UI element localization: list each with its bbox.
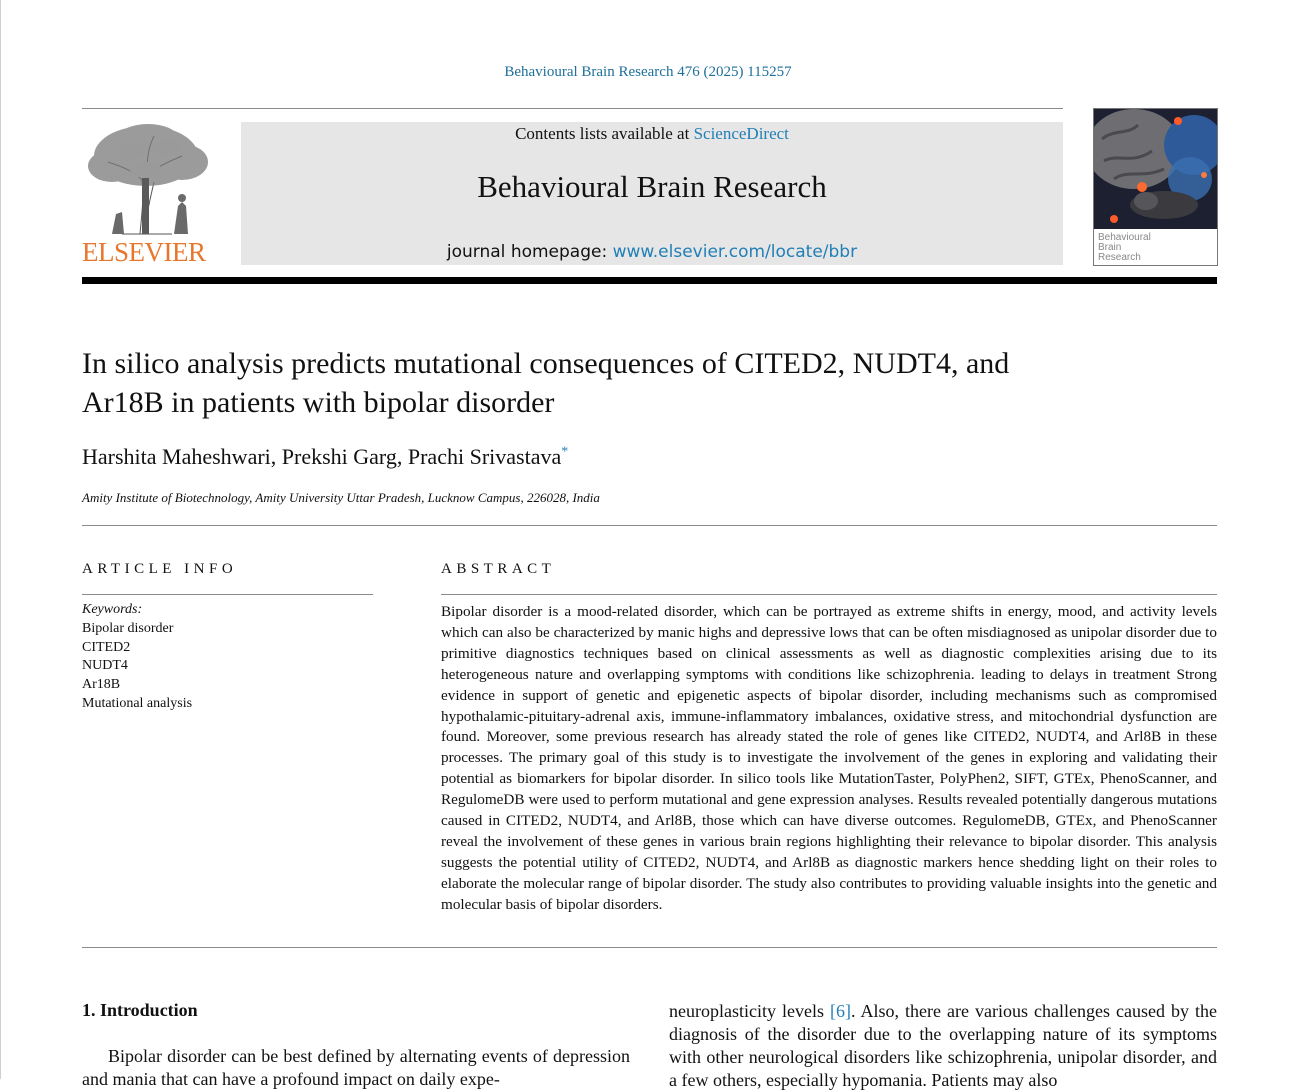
author-separator: ,	[270, 444, 282, 469]
homepage-prefix: journal homepage:	[446, 242, 613, 262]
keyword-item: Ar18B	[82, 677, 121, 693]
article-info-rule	[82, 594, 373, 595]
cover-title	[1098, 233, 1151, 263]
keyword-item: NUDT4	[82, 658, 128, 674]
keyword-item: CITED2	[82, 639, 131, 655]
right-text-start: neuroplasticity levels	[669, 1001, 830, 1021]
keywords-label: Keywords:	[82, 602, 143, 617]
cover-line: Brain	[1098, 242, 1122, 253]
homepage-link[interactable]: www.elsevier.com/locate/bbr	[612, 242, 858, 262]
author-name[interactable]: Harshita Maheshwari	[82, 444, 271, 469]
reference-link[interactable]: [6]	[830, 1001, 851, 1021]
journal-banner	[241, 122, 1063, 265]
corresponding-author-mark[interactable]: *	[561, 444, 569, 460]
header-rule	[82, 108, 1063, 109]
sciencedirect-link[interactable]: ScienceDirect	[693, 124, 789, 143]
section-heading-introduction: 1. Introduction	[82, 1000, 198, 1020]
brain-cover-icon	[1094, 109, 1217, 229]
article-title: In silico analysis predicts mutational consequences of CITED2, NUDT4, and Ar18B in patients with bipolar disorder	[82, 347, 1010, 419]
author-name[interactable]: Prekshi Garg	[281, 444, 397, 469]
author-list	[82, 444, 568, 470]
journal-cover[interactable]	[1093, 108, 1218, 266]
author-separator: ,	[396, 444, 408, 469]
abstract-rule	[441, 594, 1217, 595]
elsevier-logo[interactable]	[82, 122, 212, 268]
abstract-bottom-rule	[82, 947, 1217, 948]
cover-line: Research	[1098, 252, 1141, 263]
section-rule	[82, 525, 1217, 526]
author-name[interactable]: Prachi Srivastava	[407, 444, 562, 469]
keyword-item: Mutational analysis	[82, 695, 193, 711]
intro-paragraph: Bipolar disorder can be best defined by alternating events of depression and mania that can have a profound impact on daily expe-	[82, 1046, 630, 1089]
contents-line	[241, 124, 1063, 144]
journal-citation[interactable]: Behavioural Brain Research 476 (2025) 115257	[504, 64, 792, 80]
keywords-list	[82, 601, 192, 714]
abstract-heading: ABSTRACT	[441, 561, 556, 577]
right-text-continued: . Also, there are various challenges caused by the diagnosis of the disorder due to the overlapping nature of its symptoms with other neurological disorders like schizophrenia, unipolar disorder, and a few others, especially hypomania. Patients may also	[669, 1001, 1217, 1090]
abstract-text: Bipolar disorder is a mood-related disorder, which can be portrayed as extreme shifts in energy, mood, and activity levels which can also be characterized by manic highs and depressive lows that can be often misdiagnosed as unipolar disorder due to primitive diagnostics techniques based on clinical assessments as well as diagnostic complexities arising due to its heterogeneous nature and overlapping symptoms with conditions like schizophrenia. leading to delays in treatment Strong evidence in support of genetic and epigenetic aspects of bipolar disorder, including mechanisms such as compromised hypothalamic-pituitary-adrenal axis, immune-inflammatory imbalances, oxidative stress, and mitochondrial dysfunction are found. Moreover, some previous research has already stated the role of genes like CITED2, NUDT4, and Arl8B in these processes. The primary goal of this study is to investigate the involvement of the genes in exploring and validating their potential as biomarkers for bipolar disorder. In silico tools like MutationTaster, PolyPhen2, SIFT, GTEx, PhenoScanner, and RegulomeDB were used to perform mutational and gene expression analyses. Results revealed potentially dangerous mutations caused in CITED2, NUDT4, and Arl8B, those which can have diverse outcomes. RegulomeDB, GTEx, and PhenoScanner reveal the involvement of these genes in various brain regions highlighting their relevance to bipolar disorder. This analysis suggests the potential utility of CITED2, NUDT4, and Arl8B as diagnostic markers hence shedding light on their roles to elaborate the molecular range of bipolar disorder. The study also contributes to providing valuable insights into the genetic and molecular basis of bipolar disorders.	[441, 603, 1217, 913]
header-thick-rule	[82, 277, 1217, 284]
keyword-item: Bipolar disorder	[82, 620, 174, 636]
tree-logo-icon	[82, 122, 212, 240]
cover-line: Behavioural	[1098, 232, 1151, 243]
right-column-text	[669, 1000, 1217, 1092]
contents-prefix: Contents lists available at	[515, 124, 694, 143]
homepage-line	[241, 242, 1063, 262]
journal-title: Behavioural Brain Research	[477, 169, 827, 204]
article-info-heading: ARTICLE INFO	[82, 561, 238, 577]
elsevier-wordmark: ELSEVIER	[82, 237, 206, 267]
page-edge	[0, 0, 1, 1079]
author-affiliation: Amity Institute of Biotechnology, Amity University Uttar Pradesh, Lucknow Campus, 226028, India	[82, 490, 600, 505]
